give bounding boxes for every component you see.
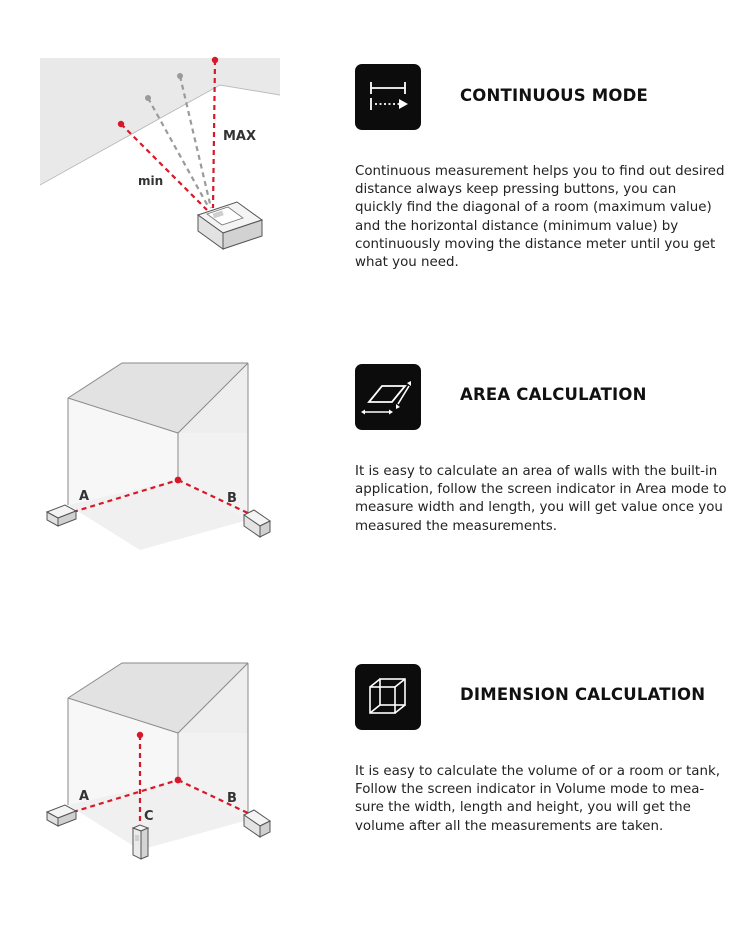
dimension-calculation-illustration: [30, 655, 320, 865]
laser-line-min: [121, 124, 207, 210]
continuous-mode-title: CONTINUOUS MODE: [460, 86, 649, 105]
dimension-calculation-description: It is easy to calculate the volume of or a room or tank, Follow the screen indicator in Volume mode to mea-sure the width, length and height, you will get the volume after all the measurements are taken.: [355, 764, 720, 834]
laser-ceiling-point: [137, 732, 143, 738]
volume-measure-icon: [355, 664, 421, 730]
distance-meter-c: [133, 825, 148, 859]
area-calculation-badge: [355, 364, 421, 430]
label-b: B: [227, 491, 237, 506]
area-calculation-illustration: [30, 355, 320, 560]
area-calculation-title: AREA CALCULATION: [460, 385, 647, 404]
label-c: C: [144, 809, 154, 824]
label-b: B: [227, 791, 237, 806]
area-calculation-description: It is easy to calculate an area of walls with the built-in application, follow the screen indicator in Area mode to measure width and length, you will get value once you measured the measurements.: [355, 464, 727, 534]
laser-point-max: [212, 57, 218, 63]
label-min: min: [138, 174, 164, 188]
continuous-mode-badge: [355, 64, 421, 130]
label-max: MAX: [223, 129, 257, 144]
distance-meter-b: [244, 810, 270, 837]
laser-point-min: [118, 121, 124, 127]
distance-meter-a: [47, 805, 76, 826]
label-a: A: [79, 789, 90, 804]
continuous-mode-illustration: [30, 40, 320, 270]
area-measure-icon: [355, 364, 421, 430]
dimension-calculation-title: DIMENSION CALCULATION: [460, 685, 706, 704]
laser-corner-point: [175, 777, 182, 784]
laser-corner-point: [175, 477, 182, 484]
distance-meter-b: [244, 510, 270, 537]
label-a: A: [79, 489, 90, 504]
continuous-mode-description: Continuous measurement helps you to find out desired distance always keep pressing buttons, you can quickly find the diagonal of a room (maximum value) and the horizontal distance (minimum value) by continuously moving the distance meter until you get what you need.: [355, 164, 725, 271]
continuous-measure-icon: [355, 64, 421, 130]
distance-meter-a: [47, 505, 76, 526]
dimension-calculation-badge: [355, 664, 421, 730]
